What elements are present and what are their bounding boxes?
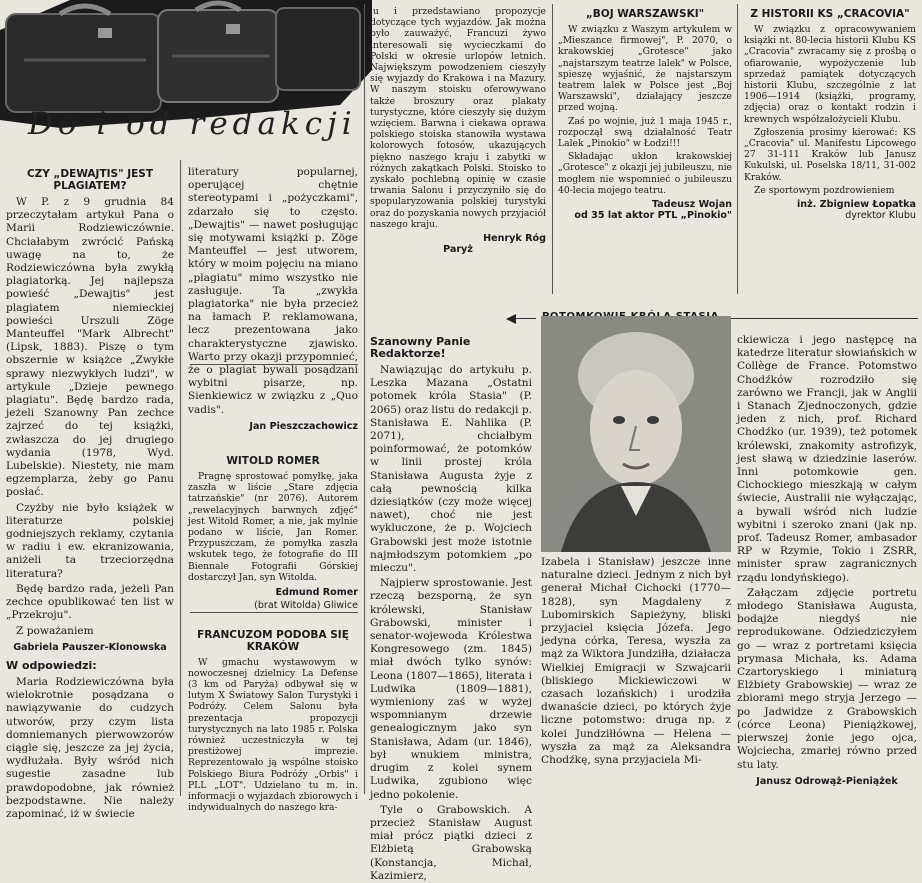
francuzom-paragraph: W gmachu wystawowym w nowoczesnej dzielnicy La Defense (3 km od Paryża) odbywał się w lutym X Światowy Salon Turystyki i Podróży. Celem Salonu była prezentacja propozycji turystycznych na lato 1985 r. Polska również uczestniczyła w tej prestiżowej imprezie. Reprezentowało ją wspólne stoisko Polskiego Biura Podróży „Orbis" i PLL „LOT". Udzielano tu m. in. informacji o wyjazdach zbiorowych i indywidualnych do naszego kra-: [188, 656, 358, 814]
masthead-title: Do i od redakcji: [28, 106, 357, 142]
witold-paragraph: Pragnę sprostować pomyłkę, jaka zaszła w liście „Stare zdjęcia tatrzańskie" (nr 2076). Autorem „rewelacyjnych barwnych zdjęć" jest Witold Romer, a nie, jak mylnie podano w liście, Jan Romer. Przypuszczam, że pomyłka zaszła wskutek tego, że fotografie do III Biennale Fotografii Górskiej dostarczył Jan, syn Witolda.: [188, 471, 358, 583]
reply-heading: W odpowiedzi:: [6, 658, 97, 672]
masthead-banner: [0, 0, 372, 158]
stas-paragraph: Izabela i Stanisław) jeszcze inne naturalne dzieci. Jednym z nich był generał Michał Cichocki (1770—1828), syn Magdaleny z Lubomirskich Sapieżyny, bliski przyjaciel księcia Józefa. Jego jedyna córka, Teresa, wyszła za mąż za Wiktora Jundziłła, działacza Wielkiej Emigracji w Szwajcarii (bliskiego Mickiewiczowi w czasach lozańskich) i urodziła dwanaście dzieci, po których żyje liczne potomstwo: druga np. z kolei Jundziłłówna — Helena — wyszła za mąż za Aleksandra Chodźkę, syna przyjaciela Mi-: [541, 556, 731, 767]
column-rule: [180, 160, 181, 796]
reply-signature: Jan Pieszczachowicz: [249, 420, 358, 432]
cracovia-paragraph: W związku z opracowywaniem książki nt. 80-lecia historii Klubu KS „Cracovia" zwracamy się z prośbą o ofiarowanie, wypożyczenie lub sprzedaż pamiątek dotyczących historii Klubu, szczególnie z lat 1906—1914 (książki, programy, zdjęcia) oraz o kontakt rodzin i krewnych współzałożycieli Klubu.: [744, 24, 916, 125]
boj-paragraph: Składając ukłon krakowskiej „Grotesce" z okazji jej jubileuszu, nie mogłem nie wspomnieć o jubileuszu 40-lecia mojego teatru.: [558, 151, 732, 196]
cracovia-signature-note: dyrektor Klubu: [845, 210, 916, 222]
boj-heading: „BOJ WARSZAWSKI": [585, 8, 705, 20]
boj-signature-note: od 35 lat aktor PTL „Pinokio": [574, 210, 732, 222]
letter-cracovia: [744, 6, 916, 296]
stas-paragraph: Nawiązując do artykułu p. Leszka Mazana „Ostatni potomek króla Stasia" (P. 2065) oraz listu do redakcji p. Stanisława E. Nahlika (P. 2071), chciałbym poinformować, że potomków w linii prostej króla Stanisława Augusta żyje z całą pewnością kilka dziesiątków (czy może więcej nawet), choć nie jest wykluczone, że p. Wojciech Grabowski jest może istotnie najmłodszym potomkiem „po mieczu".: [370, 364, 532, 575]
reply-continued: [188, 166, 358, 814]
witold-signature-note: (brat Witolda) Gliwice: [254, 600, 358, 612]
letter-paragraph: Czyżby nie było książek w literaturze polskiej godniejszych reklamy, czytania w radiu i ew. ekranizowania, aniżeli ta trzeciorzędna literatura?: [6, 501, 174, 580]
letter-signature: Gabriela Pauszer-Klonowska: [13, 641, 167, 653]
stas-signature: Janusz Odrowąż-Pieniążek: [756, 775, 898, 787]
francuzom-continued: [370, 6, 546, 296]
reply-paragraph: literatury popularnej, operującej chętnie stereotypami i „pożyczkami", zdarzało się to często. „Dewajtis" — nawet posługując się motywami książki p. Zöge Manteuffel — jest utworem, który w moim pojęciu na miano „plagiatu" mimo wszystko nie zasługuje. Ta „zwykła plagiatorka" nie była przecież na łamach P. reklamowana, lecz prezentowana jako charakterystyczne zjawisko. Warto przy okazji przypomnieć, że o plagiat bywali posądzani wybitni pisarze, np. Sienkiewicz w związku z „Quo vadis".: [188, 166, 358, 416]
column-rule: [737, 4, 738, 294]
cracovia-heading: Z HISTORII KS „CRACOVIA": [750, 8, 910, 20]
stas-salutation: Szanowny Panie Redaktorze!: [370, 335, 471, 360]
arrow-left-icon: [506, 314, 516, 324]
letter-paragraph: W P. z 9 grudnia 84 przeczytałam artykuł Pana o Marii Rodziewiczównie. Chciałabym zwrócić Pańską uwagę na to, że Rodziewiczówna była zwykłą plagiatorką. Jej najlepsza powieść „Dewajtis" jest plagiatem niemieckiej powieści Urszuli Zöge Manteuffel "Mark Albrecht" (Lipsk, 1883). Piszę o tym obszernie w książce „Zwykłe sprawy niezwykłych ludzi", w artykule „Dzieje pewnego plagiatu". Będę bardzo rada, jeżeli Szanowny Pan zechce zajrzeć do tej książki, zwłaszcza do jej drugiego wydania (1978, Wyd. Lubelskie). Niestety, nie mam egzemplarza, żeby go Panu posłać.: [6, 196, 174, 499]
francuzom-signature-place: Paryż: [443, 244, 473, 256]
cracovia-signature: inż. Zbigniew Łopatka: [796, 199, 916, 211]
boj-signature: Tadeusz Wojan: [651, 199, 732, 211]
francuzom-signature: Henryk Róg: [483, 233, 546, 245]
stas-article-col2: [541, 556, 731, 798]
cracovia-paragraph: Zgłoszenia prosimy kierować: KS „Cracovia" ul. Manifestu Lipcowego 27 31-111 Kraków lub Janusz Kukulski, ul. Poselska 18/11, 31-002 Kraków.: [744, 126, 916, 183]
boj-paragraph: Zaś po wojnie, już 1 maja 1945 r., rozpoczął swą działalność Teatr Lalek „Pinokio" w Łodzi!!!: [558, 115, 732, 150]
column-rule: [364, 4, 365, 794]
letter-paragraph: Z poważaniem: [16, 624, 94, 637]
letter-heading: CZY „DEWAJTIS" JEST PLAGIATEM?: [26, 168, 154, 192]
king-portrait-photo: [541, 316, 731, 552]
witold-heading: WITOLD ROMER: [226, 455, 320, 468]
letter-boj: [558, 6, 732, 296]
witold-signature: Edmund Romer: [275, 587, 358, 599]
column-rule: [552, 4, 553, 294]
letter-paragraph: Będę bardzo rada, jeżeli Pan zechce opublikować ten list w „Przekroju".: [6, 582, 174, 622]
stas-paragraph: Załączam zdjęcie portretu młodego Stanisława Augusta, bodajże niegdyś nie reprodukowane. Odziedziczyłem go — wraz z portretami księcia prymasa Michała, ks. Adama Czartoryskiego i miniaturą Elżbiety Grabowskiej — wraz ze zbiorami mego stryja Jerzego — po Jadwidze z Grabowskich (córce Leona) Pieniążkowej, pierwszej żonie jego ojca, Wojciecha, zmarłej równo przed stu laty.: [737, 586, 917, 771]
reply-paragraph: Maria Rodziewiczówna była wielokrotnie posądzana o nawiązywanie do cudzych utworów, przy czym lista domniemanych pierwowzorów ciągle się, jeszcze za jej życia, wydłużała. Były wśród nich sugestie zasadne lub prawdopodobne, jak również bezpodstawne. Nie należy zapominać, iż w świecie: [6, 675, 174, 820]
boj-paragraph: W związku z Waszym artykułem w „Mieszance firmowej", P. 2070, o krakowskiej „Grotesce" jako „najstarszym teatrze lalek" w Polsce, spieszę wyjaśnić, że najstarszym teatrem lalek w Polsce jest „Boj Warszawski", działający jeszcze przed wojną.: [558, 24, 732, 114]
francuzom-paragraph: ju i przedstawiano propozycje dotyczące tych wyjazdów. Jak można było zauważyć, Francuzi żywo interesowali się wycieczkami do Polski w okresie urlopów letnich. Największym powodzeniem cieszyły się wyjazdy do Krakowa i na Mazury. W naszym stoisku oferowywano także broszury oraz plakaty turystyczne, które cieszyły się dużym wzięciem. Barwna i ciekawa oprawa polskiego stoiska stanowiła wystawa kolorowych fotosów, ukazujących piękno naszego kraju i zabytki w różnych zakątkach Polski. Stoisko to zyskało pochlebną opinię w czasie trwania Salonu i przyczyniło się do spopularyzowania polskiej turystyki oraz do pozyskania nowych przyjaciół naszego kraju.: [370, 6, 546, 230]
portrait-icon: [541, 316, 731, 552]
stas-paragraph: Najpierw sprostowanie. Jest rzeczą bezsporną, że syn królewski, Stanisław Grabowski, minister i senator-wojewoda Królestwa Kongresowego (zm. 1845) miał dwóch tylko synów: Leona (1807—1865), literata i Ludwika (1809—1881), wymieniony zaś w wyżej wspomnianym drzewie genealogicznym jako syn Stanisława, Adam (ur. 1846), był wnukiem ministra, drugim z kolei synem Ludwika, zgubiono więc jedno pokolenie.: [370, 577, 532, 801]
stas-paragraph: Tyle o Grabowskich. A przecież Stanisław August miał prócz piątki dzieci z Elżbietą Grabowską (Konstancja, Michał, Kazimierz,: [370, 803, 532, 882]
stas-article-col3: [737, 334, 917, 798]
francuzom-heading: FRANCUZOM PODOBA SIĘ KRAKÓW: [197, 628, 349, 653]
letter-dewajtis: [6, 166, 174, 820]
stas-paragraph: ckiewicza i jego następcę na katedrze literatur słowiańskich w Collège de France. Potomstwo Chodźków rozrodziło się zarówno we Francji, jak w Anglii i Stanach Zjednoczonych, gdzie jeden z nich, prof. Richard Chodźko (ur. 1939), też potomek królewski, znakomity astrofizyk, jest sławą w dziedzinie laserów. Inni potomkowie gen. Cichockiego mieszkają w całym świecie, Australii nie wyłączając, a bywali wśród nich ludzie wybitni i szeroko znani (jak np. prof. Tadeusz Romer, ambasador RP w Rzymie, Tokio i ZSRR, minister spraw zagranicznych rządu londyńskiego).: [737, 334, 917, 584]
cracovia-paragraph: Ze sportowym pozdrowieniem: [754, 184, 895, 196]
stas-article-col1: [370, 334, 532, 882]
